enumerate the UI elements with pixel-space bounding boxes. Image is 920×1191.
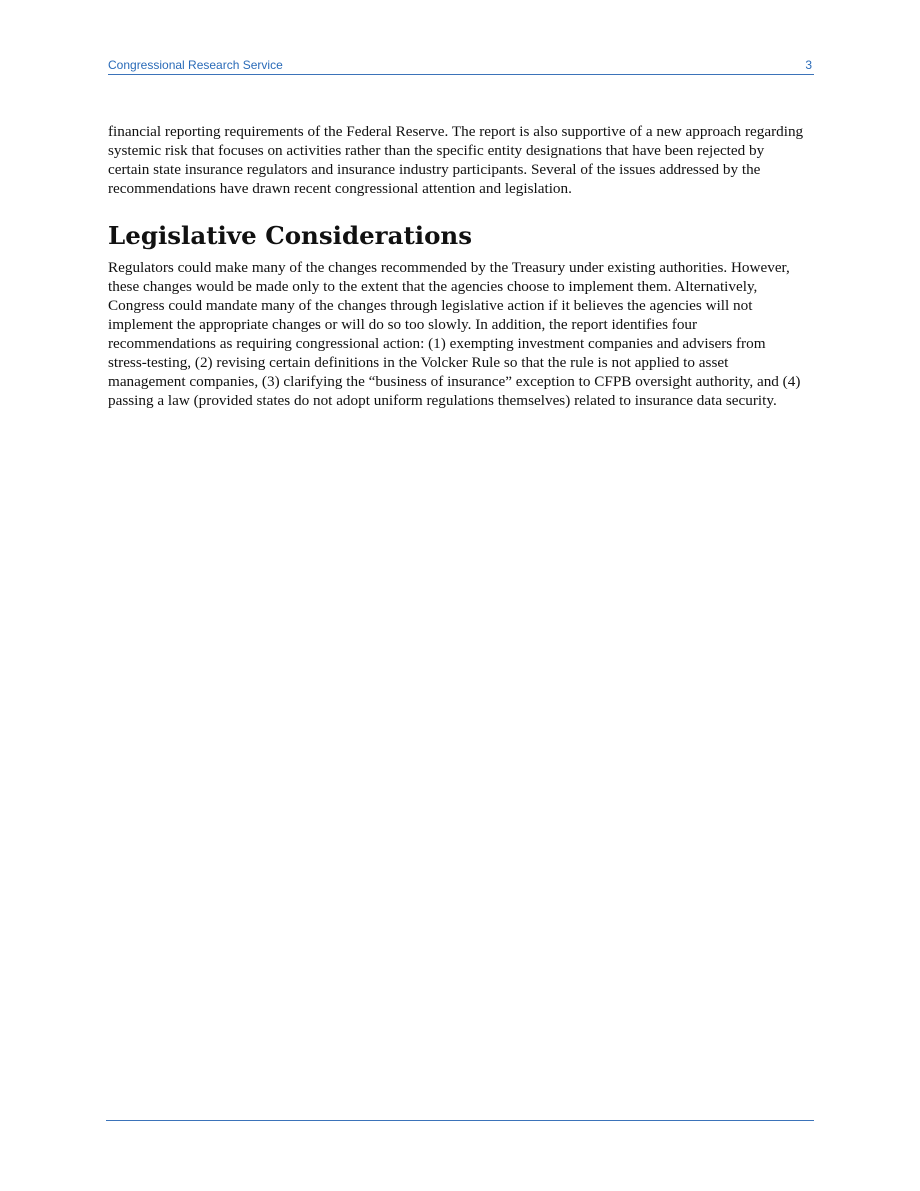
section-heading: Legislative Considerations xyxy=(108,221,473,250)
intro-paragraph: financial reporting requirements of the Federal Reserve. The report is also supportive of a new approach regarding systemic risk that focuses on activities rather than the specific entity designations that have been rejected by certain state insurance regulators and insurance industry participants. Several of the issues addressed by the recommendations have drawn recent congressional attention and legislation. xyxy=(108,123,804,197)
section-paragraph: Regulators could make many of the changes recommended by the Treasury under existing authorities. However, these changes would be made only to the extent that the agencies choose to implement them. Alternatively, Congress could mandate many of the changes through legislative action if it believes the agencies will not implement the appropriate changes or will do so too slowly. In addition, the report identifies four recommendations as requiring congressional action: (1) exempting investment companies and advisers from stress-testing, (2) revising certain definitions in the Volcker Rule so that the rule is not applied to asset management companies, (3) clarifying the “business of insurance” exception to CFPB oversight authority, and (4) passing a law (provided states do not adopt uniform regulations themselves) related to insurance data security. xyxy=(108,259,801,409)
page-header xyxy=(108,58,814,75)
page-number: 3 xyxy=(805,58,812,72)
footer-divider xyxy=(106,1120,814,1121)
document-body xyxy=(108,122,808,410)
header-source-label: Congressional Research Service xyxy=(108,58,283,72)
